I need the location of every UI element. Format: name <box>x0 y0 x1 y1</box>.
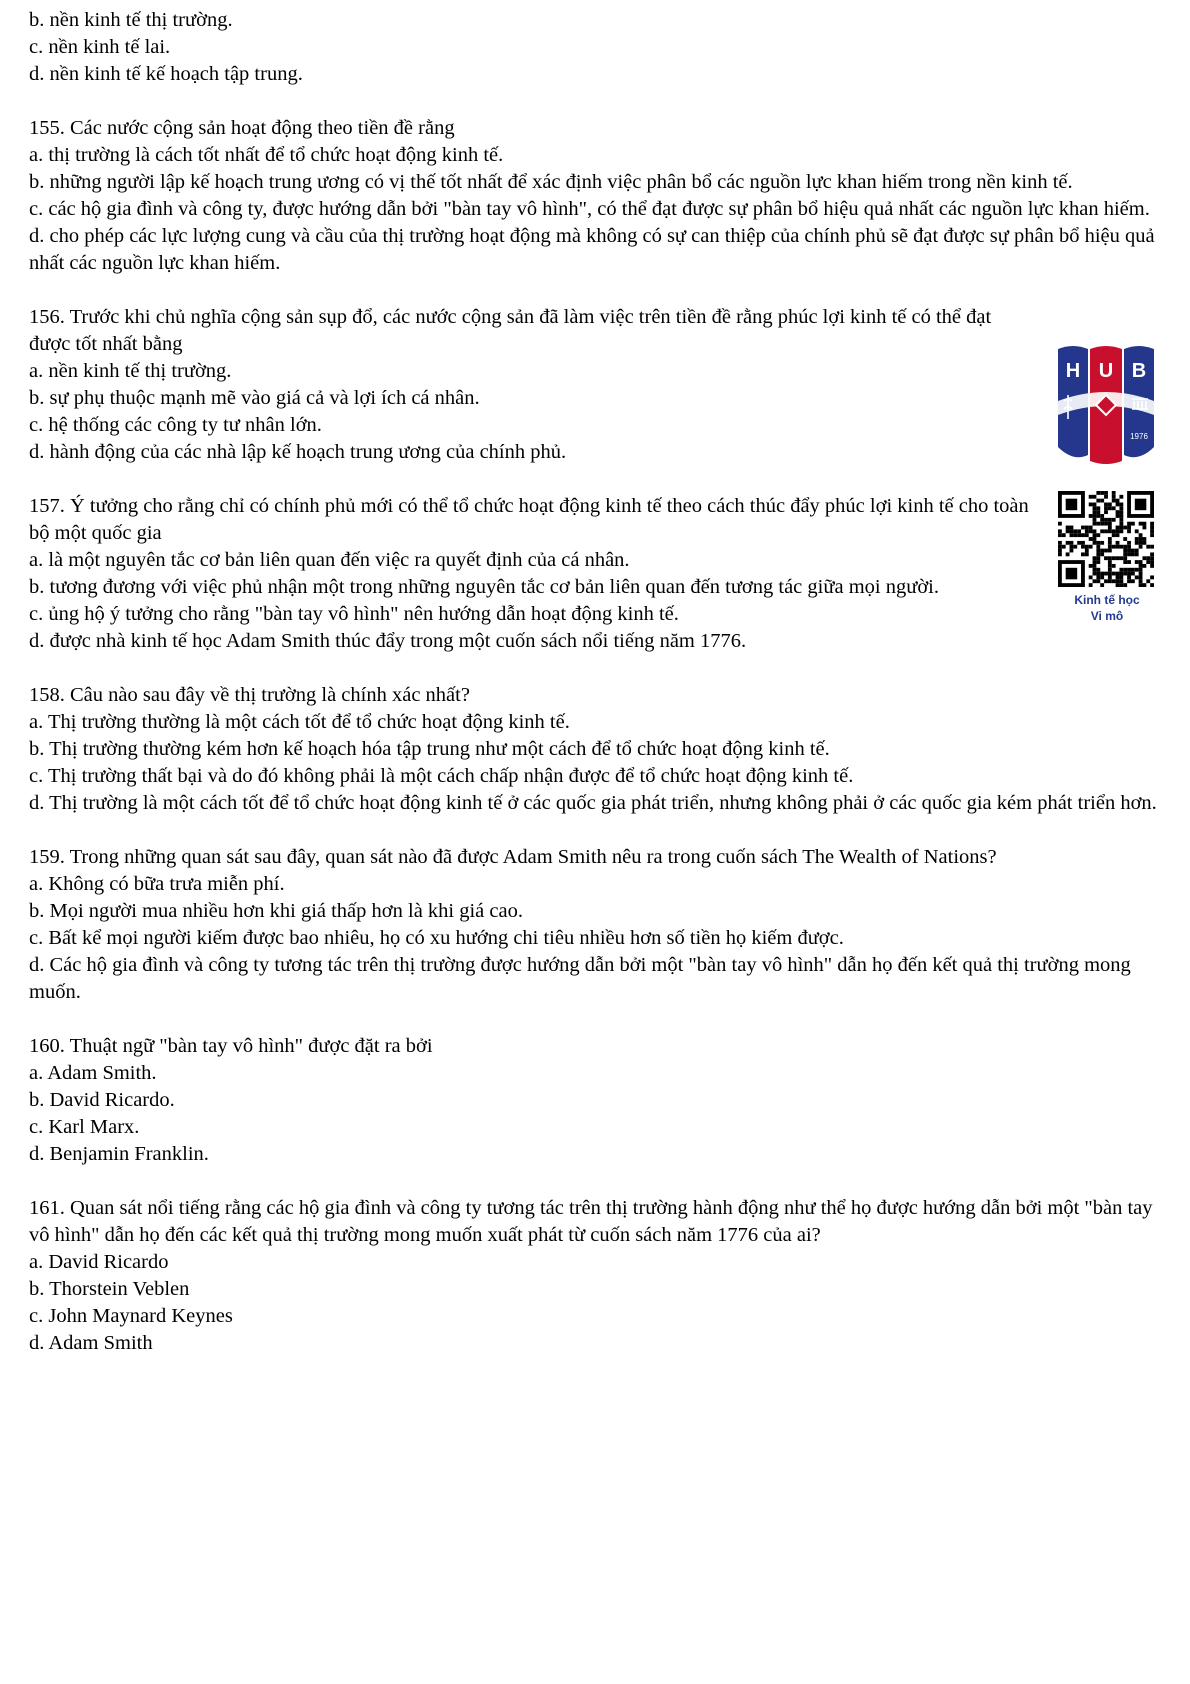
question-text: 159. Trong những quan sát sau đây, quan sát nào đã được Adam Smith nêu ra trong cuốn sách The Wealth of Nations? <box>29 846 997 868</box>
answer-option: d. Các hộ gia đình và công ty tương tác trên thị trường được hướng dẫn bởi một "bàn tay vô hình" dẫn họ đến kết quả thị trường mong muốn. <box>29 954 1131 1003</box>
answer-option: c. Bất kể mọi người kiếm được bao nhiêu, họ có xu hướng chi tiêu nhiều hơn số tiền họ kiếm được. <box>29 927 844 949</box>
question-text: 160. Thuật ngữ "bàn tay vô hình" được đặt ra bởi <box>29 1035 433 1057</box>
answer-option: a. là một nguyên tắc cơ bản liên quan đến việc ra quyết định của cá nhân. <box>29 549 630 571</box>
answer-option: a. Adam Smith. <box>29 1062 157 1084</box>
answer-option: b. Thị trường thường kém hơn kế hoạch hóa tập trung như một cách để tổ chức hoạt động kinh tế. <box>29 738 830 760</box>
answer-option: b. nền kinh tế thị trường. <box>29 9 233 31</box>
question-158 <box>29 682 1169 817</box>
answer-option: c. hệ thống các công ty tư nhân lớn. <box>29 414 322 436</box>
logo-caption-subtitle: Vi mô <box>1090 609 1124 623</box>
question-157 <box>29 493 1169 655</box>
logo-caption-title: Kinh tế học <box>1074 593 1140 607</box>
question-text: 156. Trước khi chủ nghĩa cộng sản sụp đổ, các nước cộng sản đã làm việc trên tiền đề rằng phúc lợi kinh tế có thể đạt được tốt nhất bằng <box>29 306 992 355</box>
logo-year: 1976 <box>1130 432 1148 441</box>
answer-option: c. nền kinh tế lai. <box>29 36 171 58</box>
hub-shield-logo <box>1056 343 1156 465</box>
question-156 <box>29 304 1169 466</box>
answer-option: d. hành động của các nhà lập kế hoạch trung ương của chính phủ. <box>29 441 567 463</box>
answer-option: d. được nhà kinh tế học Adam Smith thúc đẩy trong một cuốn sách nổi tiếng năm 1776. <box>29 630 747 652</box>
answer-option: d. nền kinh tế kế hoạch tập trung. <box>29 63 303 85</box>
answer-option: b. tương đương với việc phủ nhận một trong những nguyên tắc cơ bản liên quan đến tương tác giữa mọi người. <box>29 576 939 598</box>
answer-option: d. Benjamin Franklin. <box>29 1143 209 1165</box>
question-155 <box>29 115 1169 277</box>
answer-option: b. David Ricardo. <box>29 1089 175 1111</box>
question-text: 158. Câu nào sau đây về thị trường là chính xác nhất? <box>29 684 470 706</box>
logo-letter-h: H <box>1065 360 1081 382</box>
answer-option: d. cho phép các lực lượng cung và cầu của thị trường hoạt động mà không có sự can thiệp của chính phủ sẽ đạt được sự phân bổ hiệu quả nhất các nguồn lực khan hiếm. <box>29 225 1155 274</box>
answer-option: a. Thị trường thường là một cách tốt để tổ chức hoạt động kinh tế. <box>29 711 570 733</box>
answer-option: d. Adam Smith <box>29 1332 153 1354</box>
logo-letter-b: B <box>1131 360 1147 382</box>
answer-option: c. ủng hộ ý tưởng cho rằng "bàn tay vô hình" nên hướng dẫn hoạt động kinh tế. <box>29 603 679 625</box>
question-161 <box>29 1195 1169 1357</box>
question-159 <box>29 844 1169 1006</box>
question-text: 155. Các nước cộng sản hoạt động theo tiền đề rằng <box>29 117 455 139</box>
question-text: 157. Ý tưởng cho rằng chỉ có chính phủ mới có thể tổ chức hoạt động kinh tế theo cách thúc đẩy phúc lợi kinh tế cho toàn bộ một quốc gia <box>29 495 1029 544</box>
answer-option: a. nền kinh tế thị trường. <box>29 360 232 382</box>
answer-option: c. Thị trường thất bại và do đó không phải là một cách chấp nhận được để tổ chức hoạt động kinh tế. <box>29 765 854 787</box>
answer-option: c. John Maynard Keynes <box>29 1305 233 1327</box>
answer-option: b. Thorstein Veblen <box>29 1278 190 1300</box>
answer-option: a. David Ricardo <box>29 1251 169 1273</box>
answer-option: c. Karl Marx. <box>29 1116 140 1138</box>
question-160 <box>29 1033 1169 1168</box>
answer-option: d. Thị trường là một cách tốt để tổ chức hoạt động kinh tế ở các quốc gia phát triển, nhưng không phải ở các quốc gia kém phát triển hơn. <box>29 792 1157 814</box>
qr-code-image <box>1058 491 1154 587</box>
answer-option: b. sự phụ thuộc mạnh mẽ vào giá cả và lợi ích cá nhân. <box>29 387 480 409</box>
answer-option: a. thị trường là cách tốt nhất để tổ chức hoạt động kinh tế. <box>29 144 504 166</box>
answer-option: a. Không có bữa trưa miễn phí. <box>29 873 285 895</box>
answer-option: c. các hộ gia đình và công ty, được hướng dẫn bởi "bàn tay vô hình", có thể đạt được sự phân bổ hiệu quả nhất các nguồn lực khan hiếm. <box>29 198 1150 220</box>
document-body <box>29 7 1169 1357</box>
logo-letter-u: U <box>1098 360 1114 382</box>
answer-option: b. những người lập kế hoạch trung ương có vị thế tốt nhất để xác định việc phân bổ các nguồn lực khan hiếm trong nền kinh tế. <box>29 171 1073 193</box>
question-text: 161. Quan sát nổi tiếng rằng các hộ gia đình và công ty tương tác trên thị trường hành động như thể họ được hướng dẫn bởi một "bàn tay vô hình" dẫn họ đến các kết quả thị trường mong muốn xuất phát từ cuốn sách năm 1776 của ai? <box>29 1197 1153 1246</box>
answer-option: b. Mọi người mua nhiều hơn khi giá thấp hơn là khi giá cao. <box>29 900 523 922</box>
hub-logo-block <box>1052 343 1162 625</box>
